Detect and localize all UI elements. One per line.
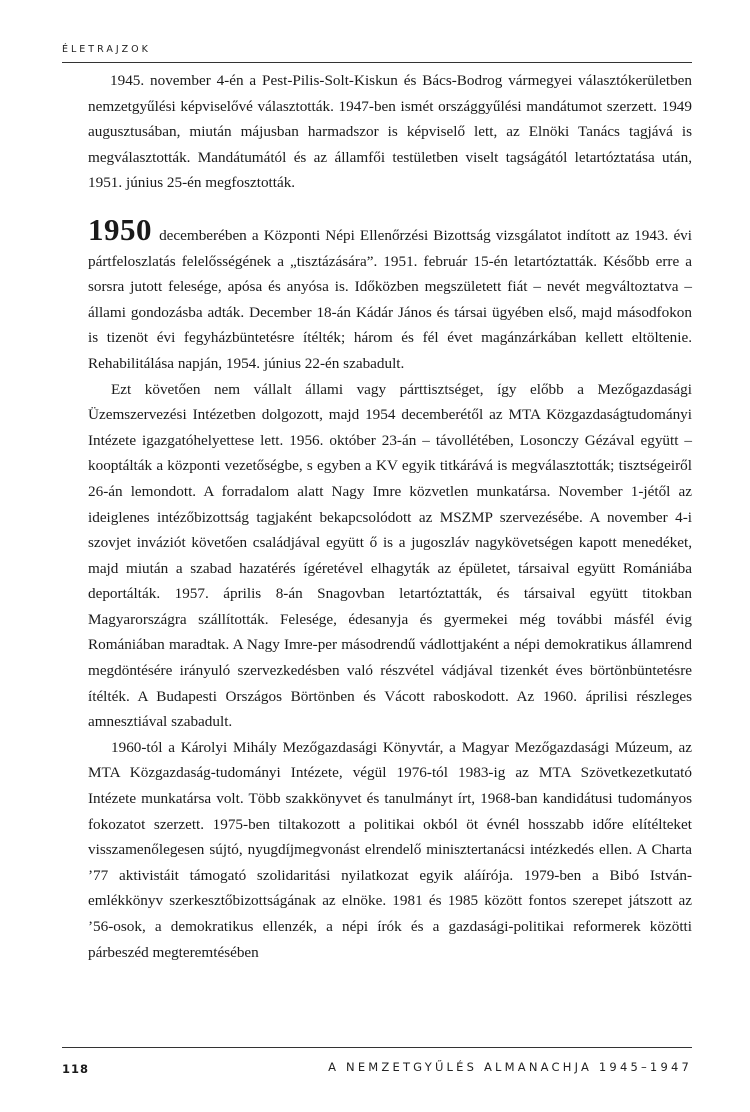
paragraph-after-release: Ezt követően nem vállalt állami vagy párttisztséget, így előbb a Mezőgazdasági Üzemszervezési Intézetben dolgozott, majd 1954 decemberétől az MTA Közgazdaságtudományi Intézete igazgatóhelyettese lett. 1956. október 23-án – távollétében, Losonczy Gézával együtt – kooptálták a központi vezetőségbe, s egyben a KV egyik titkárává is megválasztották; tisztségeiről 26-án lemondott. A forradalom alatt Nagy Imre közvetlen munkatársa. November 1-jétől az ideiglenes intézőbizottság tagjaként bekapcsolódott az MSZMP szervezésébe. A november 4-i szovjet inváziót követően családjával együtt ő is a jugoszláv nagykövetségen kapott menedéket, majd miután a szabad hazatérés ígéretével elhagyták az épületet, társaival együtt Romániába deportálták. 1957. április 8-án Snagovban letartóztatták, és társaival együtt titokban Magyarországra szállították. Felesége, édesanyja és gyermekei még további másfél évig Romániában maradtak. A Nagy Imre-per másodrendű vádlottjaként a népi demokratikus államrend megdöntésére irányuló szervezkedésben való részvétel vádjával tizenkét éves börtönbüntetésre ítélték. A Budapesti Országos Börtönben és Vácott raboskodott. Az 1960. áprilisi részleges amnesztiával szabadult.	[88, 380, 692, 731]
paragraph-1960: 1960-tól a Károlyi Mihály Mezőgazdasági Könyvtár, a Magyar Mezőgazdasági Múzeum, az MTA Közgazdaság-tudományi Intézete, végül 1976-tól 1983-ig az MTA Szövetkezetkutató Intézete munkatársa volt. Több szakkönyvet és tanulmányt írt, 1968-ban kandidátusi tudományos fokozatot szerzett. 1975-ben tiltakozott a politikai okból öt évnél hosszabb időre elítélteket visszamenőlegesen sújtó, nyugdíjmegvonást elrendelő minisztertanácsi intézkedés ellen. A Charta ’77 aktivistáit támogató szolidaritási nyilatkozat egyik aláírója. 1979-ben a Bibó István-emlékkönyv szerkesztőbizottságának az elnöke. 1981 és 1985 között fontos szerepet játszott az ’56-osok, a demokratikus ellenzék, a népi írók és a gazdasági-politikai reformerek közötti párbeszéd megteremtésében	[88, 738, 692, 961]
footer-book-title: A NEMZETGYŰLÉS ALMANACHJA 1945–1947	[328, 1060, 692, 1074]
footer-rule	[62, 1047, 692, 1048]
page-body	[88, 68, 692, 965]
year-heading-1950: 1950	[88, 211, 152, 247]
header-rule	[62, 62, 692, 63]
page-number: 118	[62, 1062, 90, 1076]
paragraph-1950	[88, 211, 692, 377]
running-head: ÉLETRAJZOK	[62, 44, 151, 55]
paragraph-1945: 1945. november 4-én a Pest-Pilis-Solt-Kiskun és Bács-Bodrog vármegyei választókerületben nemzetgyűlési képviselővé választották. 1947-ben ismét országgyűlési mandátumot szerzett. 1949 augusztusában, miután májusban harmadszor is képviselő lett, az Elnöki Tanács tagjává is megválasztották. Mandátumától és az államfői testületben viselt tagságától letartóztatása után, 1951. június 25-én megfosztották.	[88, 72, 692, 192]
paragraph-1950-text: decemberében a Központi Népi Ellenőrzési Bizottság vizsgálatot indított az 1943. évi pártfeloszlatás felelősségének a „tisztázására”. 1951. február 15-én letartóztatták. Később erre a sorsra jutott felesége, apósa és anyósa is. Időközben megszületett fiát – nevét megváltoztatva – állami gondozásba adták. December 18-án Kádár János és társai ügyében első, majd másodfokon is tizenöt évi fegyházbüntetésre ítélték; három és fél évet magánzárkában kellett eltöltenie. Rehabilitálása napján, 1954. június 22-én szabadult.	[88, 226, 692, 372]
